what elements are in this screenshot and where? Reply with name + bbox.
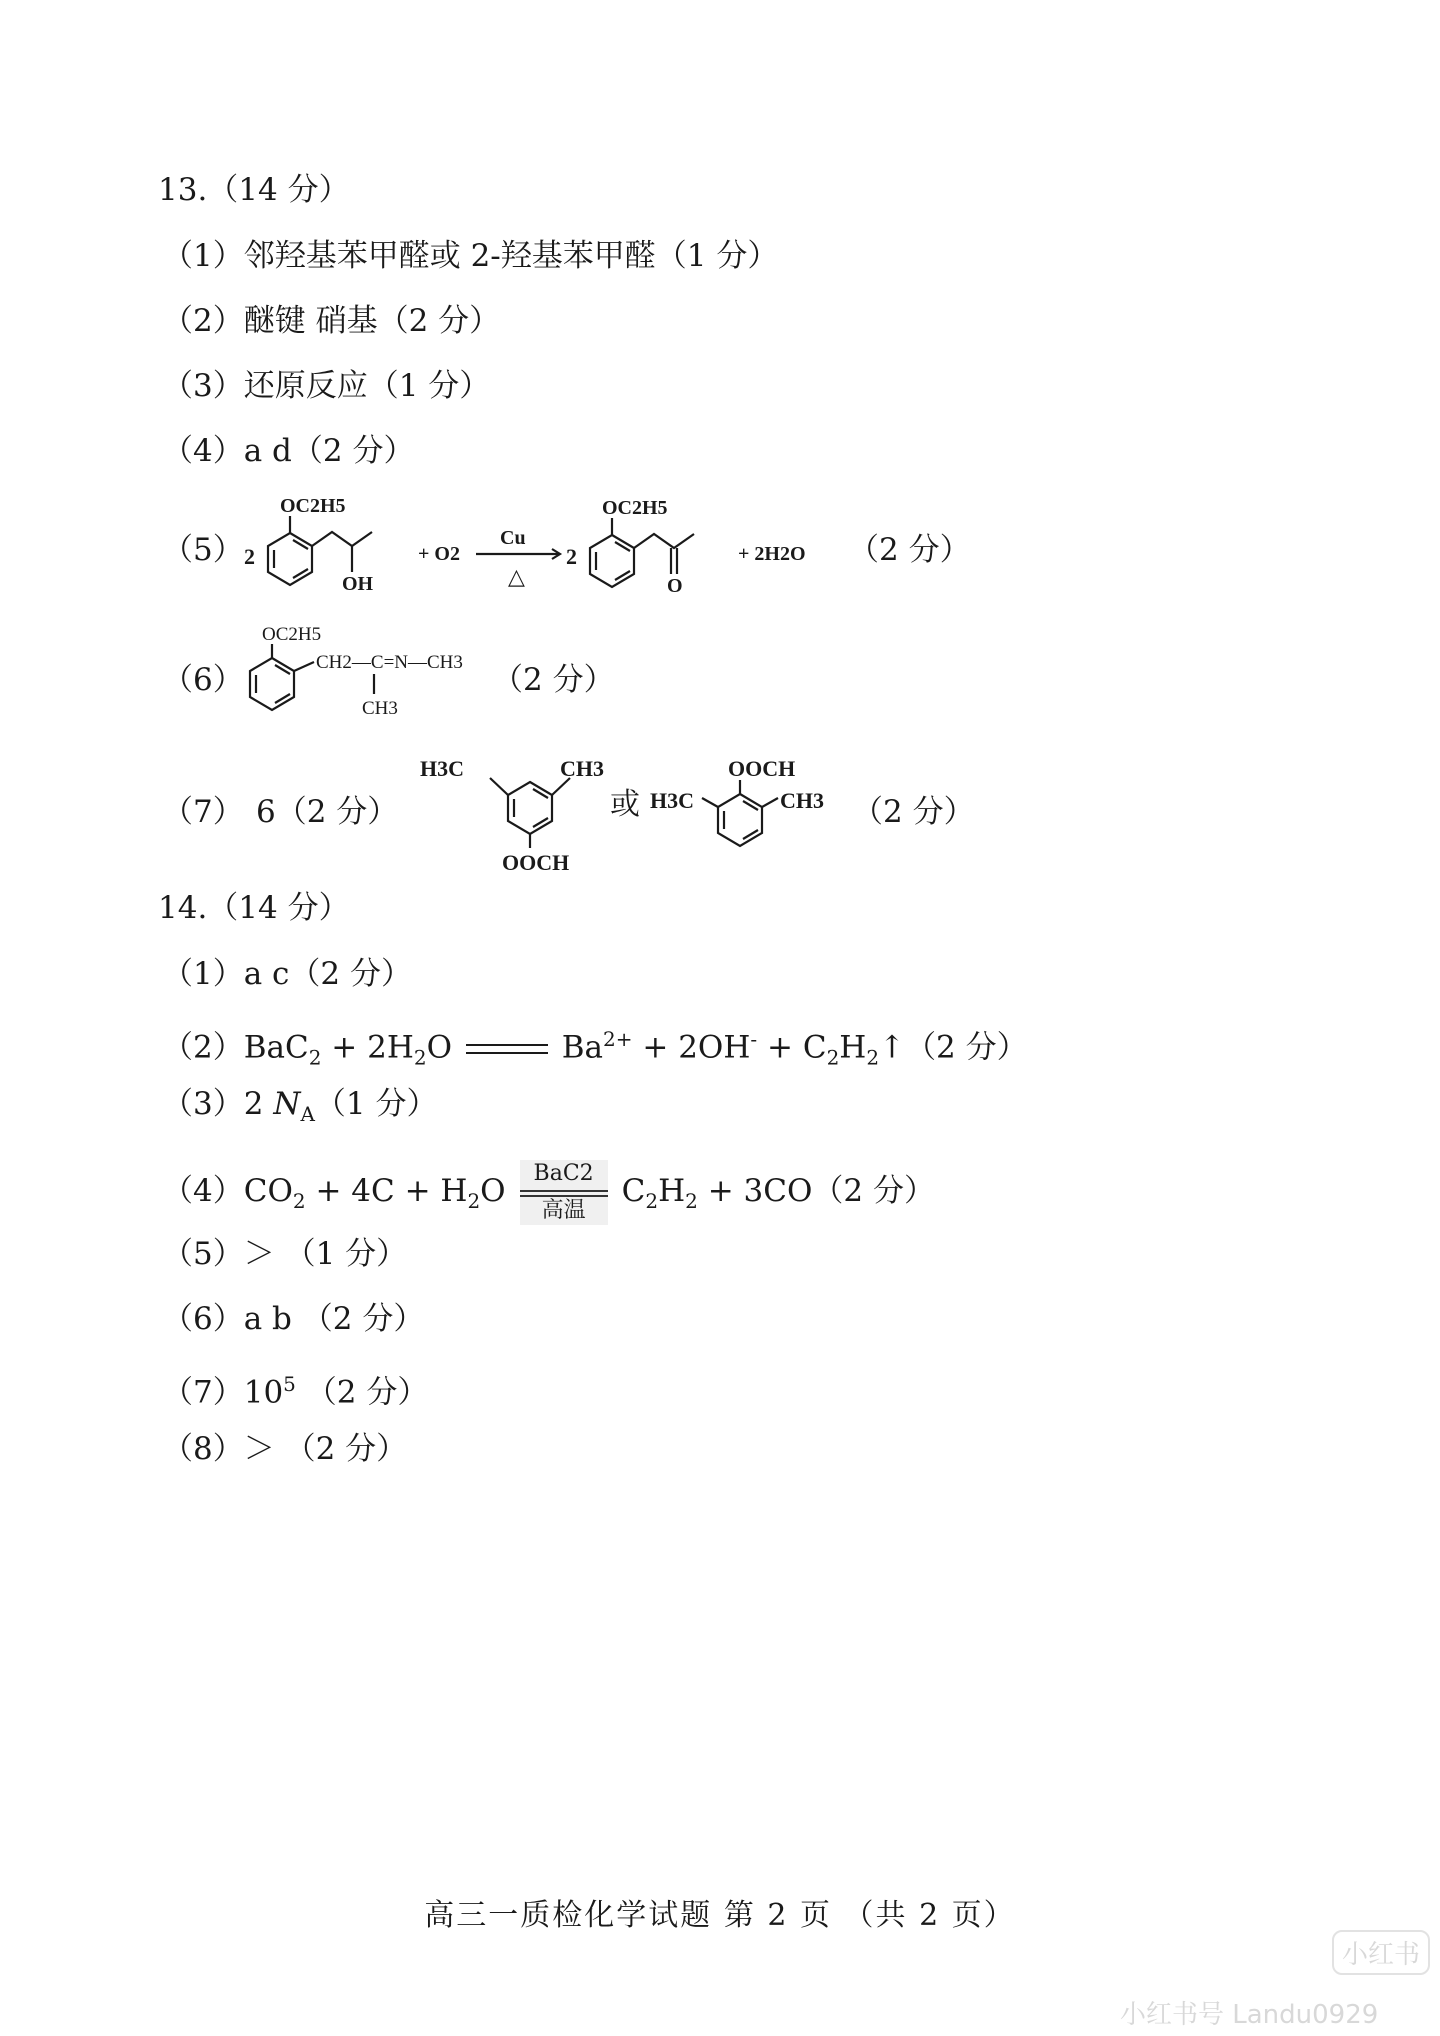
q14-answer-3: （3）2 $N_A(1$ 分） — [162, 1086, 438, 1127]
watermark-logo: 小红书 — [1332, 1930, 1430, 1975]
q13-5-coef-right: 2 — [566, 544, 577, 569]
q13-answer-1: （1）邻羟基苯甲醛或 2-羟基苯甲醛（1 分） — [162, 238, 779, 274]
q14-answer-4: $(4)CO_2 + 4C + H_2O$ BaC2 高温 $C_2H_2 + 3CO(2$ 分） — [162, 1161, 935, 1223]
q13-7-or: 或 — [610, 788, 640, 821]
q14-answer-2: $(2)BaC_2 + 2H_2O$ $Ba^{2+} + 2OH^-$ + $C_2H_2↑(2$ 分） — [162, 1027, 1028, 1070]
q13-answer-5-score: （2 分） — [848, 532, 971, 568]
q13-6-subgroup: OC2H5 — [262, 624, 322, 645]
q13-7-s1-right: CH3 — [560, 756, 604, 781]
q13-6-chain: CH2—C=N—CH3 — [316, 652, 463, 673]
q13-header: 13.（14 分） — [158, 172, 350, 208]
q13-5-heat: △ — [508, 564, 525, 589]
q14-2-bac2: BaC — [243, 1029, 309, 1066]
q13-5-catalyst: Cu — [500, 527, 526, 549]
q13-5-oh: OH — [342, 573, 374, 595]
q13-answer-3: （3）还原反应（1 分） — [162, 368, 491, 404]
q14-2-label: （2） — [162, 1029, 244, 1066]
q14-2-ba-ion: Ba — [561, 1029, 604, 1066]
reaction-condition-box: BaC2 高温 — [520, 1160, 608, 1225]
q13-5-plus-water: + 2H2O — [738, 543, 806, 565]
q14-answer-8: （8）＞ （2 分） — [162, 1431, 408, 1467]
q14-answer-1: （1）a c（2 分） — [162, 956, 412, 992]
q13-answer-5-equation — [230, 488, 830, 608]
q14-answer-7: $(7)10^5$ （2 分） — [162, 1372, 429, 1411]
q13-answer-7-label: （7） — [162, 794, 244, 830]
q13-7-s2-top: OOCH — [728, 756, 796, 781]
watermark-id: 小红书号 Landu0929 — [1120, 2000, 1379, 2030]
q13-answer-7-count: 6（2 分） — [256, 794, 399, 830]
q14-answer-5: （5）＞ （1 分） — [162, 1236, 408, 1272]
q14-2-score: （2 分） — [905, 1029, 1028, 1066]
q13-answer-6-structure — [230, 620, 490, 730]
q13-answer-7-score: （2 分） — [852, 794, 975, 830]
q13-answer-4: （4）a d（2 分） — [162, 433, 415, 469]
q13-answer-6-score: （2 分） — [492, 662, 615, 698]
q13-5-coef-left: 2 — [244, 544, 255, 569]
q13-7-s1-bottom: OOCH — [502, 850, 570, 875]
q13-5-subgroup-right: OC2H5 — [602, 497, 668, 519]
q13-5-subgroup-left: OC2H5 — [280, 495, 346, 517]
q13-7-s1-left: H3C — [420, 756, 464, 781]
q13-answer-5-label: （5） — [162, 532, 244, 568]
q14-answer-6: （6）a b （2 分） — [162, 1301, 425, 1337]
equals-sign — [462, 1029, 552, 1069]
page-footer: 高三一质检化学试题 第 2 页 （共 2 页） — [424, 1898, 1016, 1933]
q13-6-methyl: CH3 — [362, 698, 398, 719]
q13-5-plus-o2: + O2 — [418, 543, 460, 565]
q13-5-ketone-o: O — [667, 575, 683, 597]
q13-answer-2: （2）醚键 硝基（2 分） — [162, 303, 501, 339]
q13-answer-6-label: （6） — [162, 662, 244, 698]
q13-7-s2-right: CH3 — [780, 788, 824, 813]
q13-7-s2-left: H3C — [650, 788, 694, 813]
q14-header: 14.（14 分） — [158, 890, 350, 926]
